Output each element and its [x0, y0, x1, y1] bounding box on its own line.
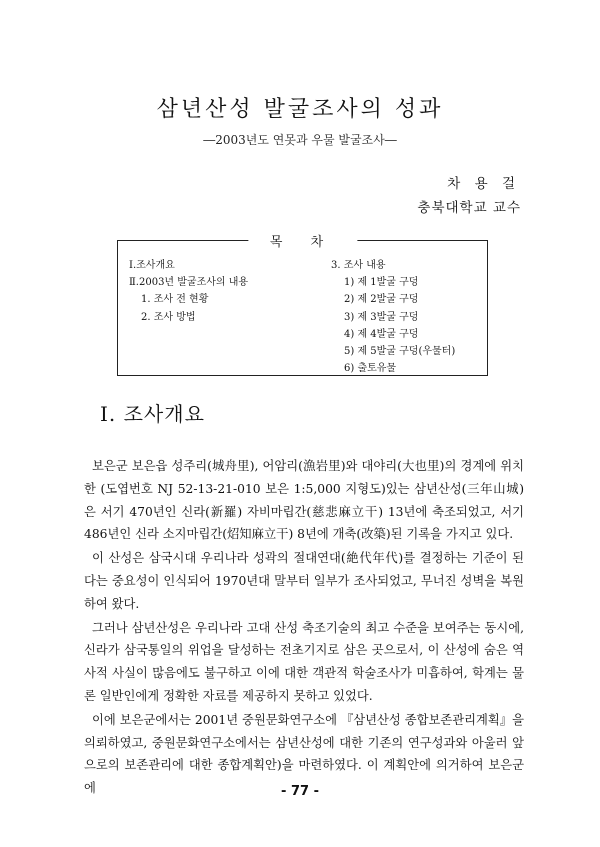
page-title: 삼년산성 발굴조사의 성과: [156, 97, 444, 122]
page-number: - 77 -: [281, 784, 319, 799]
body-paragraph: 이에 보은군에서는 2001년 중원문화연구소에 『삼년산성 종합보존관리계획』을 의뢰하였고, 중원문화연구소에서는 삼년산성에 대한 기존의 연구성과와 아울러 앞으로의 보존관리에 대한 종합계획안)을 마련하였다. 이 계획안에 의거하여 보은군에: [84, 712, 524, 796]
toc-item: 6) 출토유물: [344, 363, 397, 375]
section-heading: Ⅰ. 조사개요: [100, 402, 205, 426]
toc-left-column: [129, 257, 248, 326]
toc-right-column: [331, 257, 455, 377]
toc-item: 1. 조사 전 현황: [141, 294, 209, 306]
toc-item: 4) 제 4발굴 구덩: [344, 328, 419, 340]
toc-title: 목 차: [248, 231, 357, 250]
author-name: 차 용 걸: [447, 176, 520, 192]
toc-item: Ⅱ.2003년 발굴조사의 내용: [129, 277, 249, 289]
page-subtitle: ―2003년도 연못과 우물 발굴조사―: [203, 133, 397, 147]
body-paragraph: 이 산성은 삼국시대 우리나라 성곽의 절대연대(絶代年代)를 결정하는 기준이 된다는 중요성이 인식되어 1970년대 말부터 일부가 조사되었고, 무너진 성벽을 복원하여 왔다.: [84, 551, 524, 611]
author-affiliation: 충북대학교 교수: [417, 200, 521, 216]
toc-item: 5) 제 5발굴 구덩(우물터): [344, 346, 456, 358]
body-paragraph: 보은군 보은읍 성주리(城舟里), 어암리(漁岩里)와 대야리(大也里)의 경계에 위치한 (도엽번호 NJ 52-13-21-010 보은 1:5,000 지형도)있는 삼년산성(三年山城)은 서기 470년인 신라(新羅) 자비마립간(慈悲麻立干) 13년에 축조되었고, 서기 486년인 신라 소지마립간(炤知麻立干) 8년에 개축(改築)된 기록을 가지고 있다.: [84, 459, 524, 542]
toc-item: 2. 조사 방법: [141, 311, 196, 323]
toc-item: 3) 제 3발굴 구덩: [344, 311, 419, 323]
toc-item: 2) 제 2발굴 구덩: [344, 294, 419, 306]
table-of-contents: [117, 235, 488, 376]
body-paragraph: 그러나 삼년산성은 우리나라 고대 산성 축조기술의 최고 수준을 보여주는 동시에, 신라가 삼국통일의 위업을 달성하는 전초기지로 삼은 곳으로서, 이 산성에 숨은 역사적 사실이 많음에도 불구하고 이에 대한 객관적 학술조사가 미흡하여, 학계는 물론 일반인에게 정확한 자료를 제공하지 못하고 있었다.: [84, 620, 524, 703]
toc-item: 1) 제 1발굴 구덩: [344, 277, 419, 289]
section-body: [84, 455, 524, 800]
toc-item: Ⅰ.조사개요: [129, 260, 175, 271]
toc-item: 3. 조사 내용: [331, 260, 386, 271]
